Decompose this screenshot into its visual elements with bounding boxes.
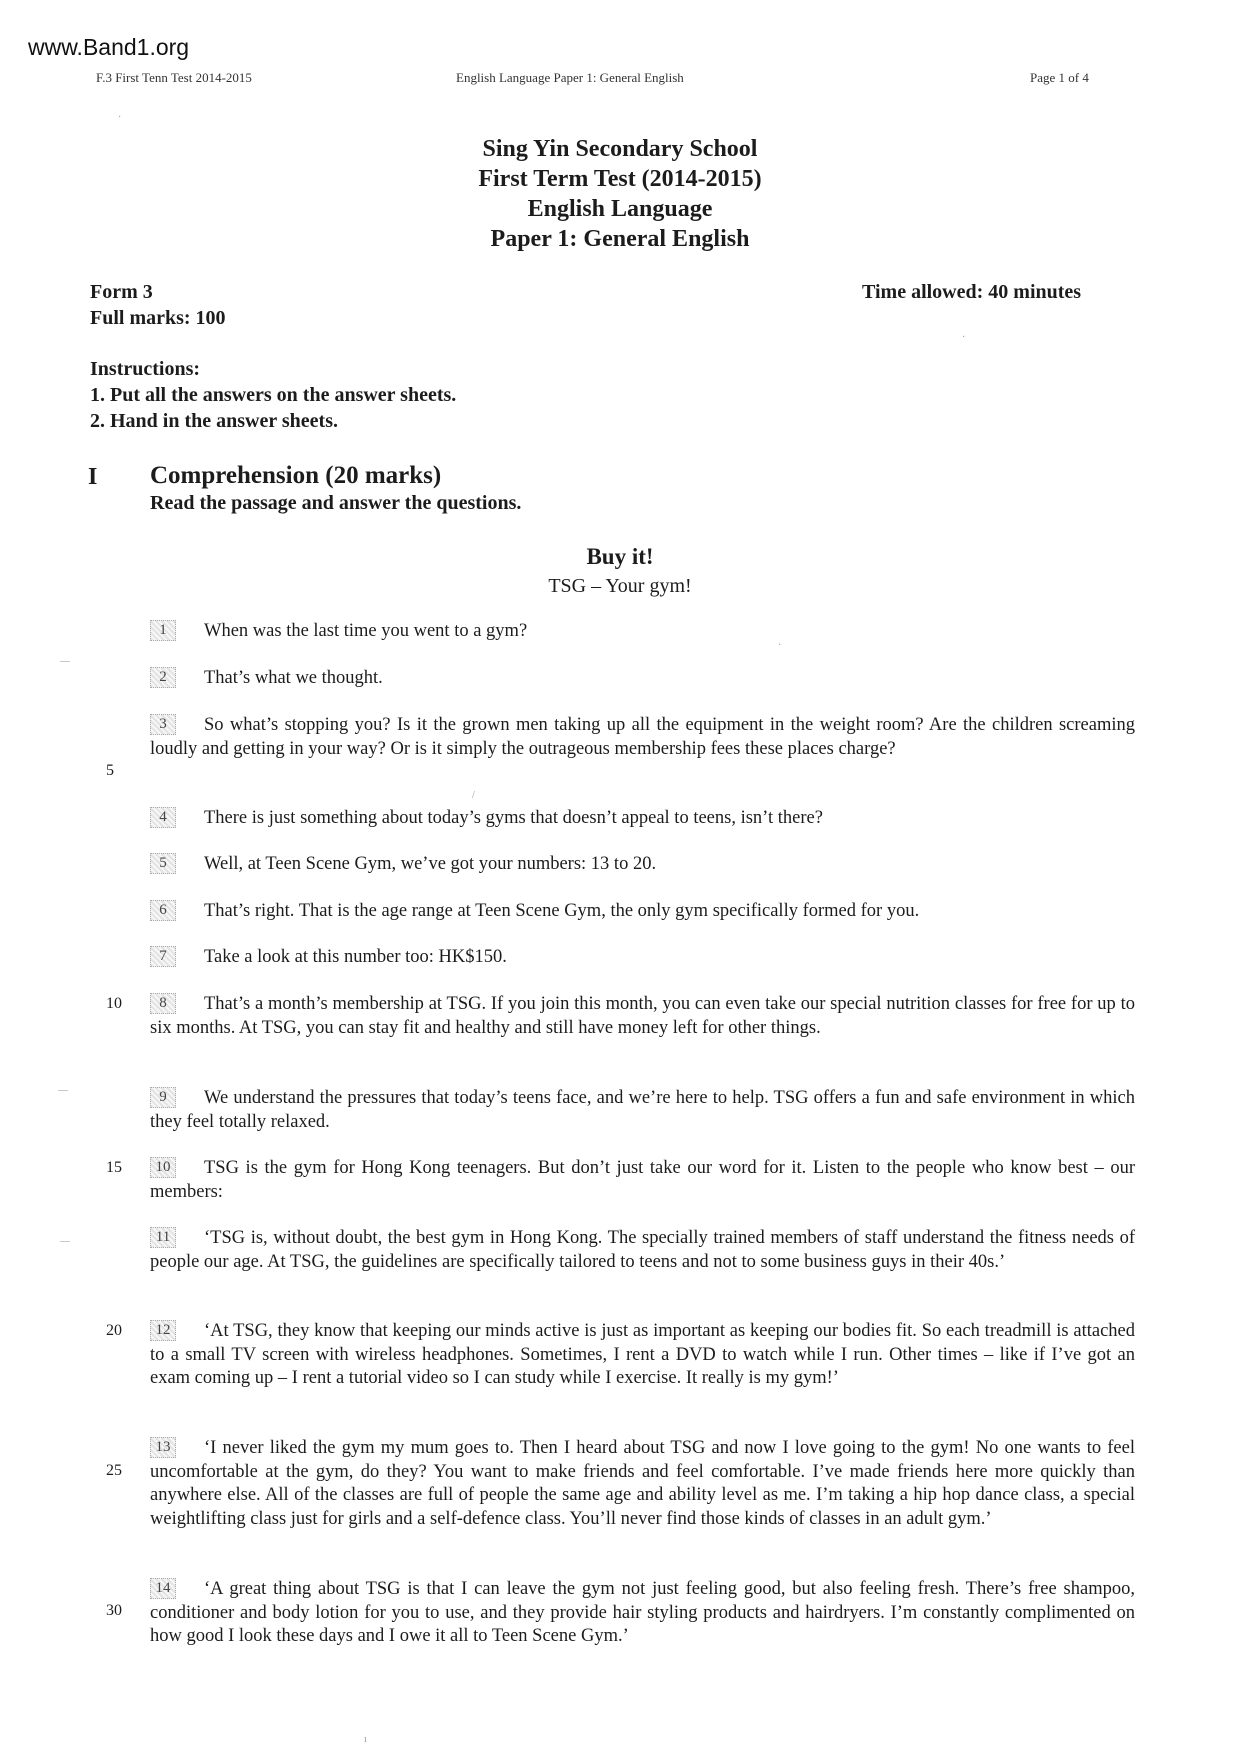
paragraph-number: 6 <box>150 900 176 921</box>
paragraph-text: ‘TSG is, without doubt, the best gym in Hong Kong. The specially trained members of staff understand the fitness needs of people our age. At TSG, the guidelines are specifically tailored to teens and not to some business guys in their 40s.’ <box>150 1228 1135 1272</box>
subject-name: English Language <box>527 196 713 222</box>
line-number: 10 <box>106 995 122 1012</box>
line-number: 5 <box>106 762 114 779</box>
test-name: First Term Test (2014-2015) <box>478 166 762 192</box>
paragraph <box>150 993 1135 1040</box>
paragraph <box>150 1578 1135 1649</box>
passage-title: Buy it! <box>586 544 654 569</box>
paragraph-number: 14 <box>150 1578 176 1599</box>
time-allowed: Time allowed: 40 minutes <box>862 281 1082 303</box>
paragraph <box>150 1320 1135 1391</box>
scan-speck: · <box>118 112 122 123</box>
paragraph-text: Well, at Teen Scene Gym, we’ve got your numbers: 13 to 20. <box>204 854 657 874</box>
section-instruction: Read the passage and answer the questions. <box>150 492 522 514</box>
paragraph-text: There is just something about today’s gyms that doesn’t appeal to teens, isn’t there? <box>204 808 823 828</box>
paragraph-number: 12 <box>150 1320 176 1341</box>
title-block <box>0 134 1240 254</box>
section-title: Comprehension (20 marks) <box>150 462 442 489</box>
passage-subtitle: TSG – Your gym! <box>548 575 692 597</box>
paragraph-number: 11 <box>150 1227 176 1248</box>
paragraph <box>150 807 1135 831</box>
paragraph <box>150 1087 1135 1134</box>
header-page-number: Page 1 of 4 <box>1030 70 1089 85</box>
paragraph <box>150 1157 1135 1204</box>
line-number: 30 <box>106 1602 122 1619</box>
line-number: 15 <box>106 1159 122 1176</box>
paragraph-number: 10 <box>150 1157 176 1178</box>
full-marks: Full marks: 100 <box>90 307 226 329</box>
paragraph <box>150 667 1135 691</box>
paragraph-text: ‘A great thing about TSG is that I can leave the gym not just feeling good, but also feeling fresh. There’s free shampoo, conditioner and body lotion for you to use, and they provide hair styling products and hairdryers. I’m constantly complimented on how good I look these days and I owe it all to Teen Scene Gym.’ <box>150 1579 1135 1646</box>
paragraph-number: 9 <box>150 1087 176 1108</box>
paragraph <box>150 714 1135 761</box>
paragraph-number: 2 <box>150 667 176 688</box>
paragraph-text: So what’s stopping you? Is it the grown men taking up all the equipment in the weight room? Are the children screaming loudly and getting in your way? Or is it simply the outrageous membership fees these places charge? <box>150 715 1135 759</box>
instructions-title: Instructions: <box>90 358 201 380</box>
scan-speck: ı <box>364 1734 367 1745</box>
scan-speck: / <box>472 790 475 801</box>
paragraph-text: That’s a month’s membership at TSG. If you join this month, you can even take our special nutrition classes for free for up to six months. At TSG, you can stay fit and healthy and still have money left for other things. <box>150 994 1135 1038</box>
paragraph-text: That’s right. That is the age range at Teen Scene Gym, the only gym specifically formed for you. <box>204 901 920 921</box>
paragraph-number: 13 <box>150 1437 176 1458</box>
paper-name: Paper 1: General English <box>490 226 750 252</box>
scan-speck: · <box>778 640 782 651</box>
paragraph-text: We understand the pressures that today’s teens face, and we’re here to help. TSG offers a fun and safe environment in which they feel totally relaxed. <box>150 1088 1135 1132</box>
paragraph <box>150 853 1135 877</box>
scan-dash: — <box>60 1236 70 1247</box>
scan-dash: — <box>60 656 70 667</box>
paragraph <box>150 1227 1135 1274</box>
line-number: 25 <box>106 1462 122 1479</box>
paragraph <box>150 1437 1135 1531</box>
scan-dash: — <box>58 1085 68 1096</box>
paragraph-number: 3 <box>150 714 176 735</box>
paragraph <box>150 946 1135 970</box>
paragraph-number: 4 <box>150 807 176 828</box>
paragraph-text: That’s what we thought. <box>204 668 383 688</box>
paragraph <box>150 900 1135 924</box>
form-level: Form 3 <box>90 281 153 303</box>
paragraph <box>150 620 1135 644</box>
paragraph-number: 7 <box>150 946 176 967</box>
paragraph-text: Take a look at this number too: HK$150. <box>204 947 507 967</box>
line-number: 20 <box>106 1322 122 1339</box>
section-number: I <box>88 464 98 490</box>
paragraph-text: When was the last time you went to a gym? <box>204 621 528 641</box>
paragraph-number: 5 <box>150 853 176 874</box>
instruction-item: 2. Hand in the answer sheets. <box>90 410 338 432</box>
paragraph-text: ‘I never liked the gym my mum goes to. Then I heard about TSG and now I love going to the gym! No one wants to feel uncomfortable at the gym, do they? You want to make friends and feel comfortable. I’ve made friends here more quickly than anywhere else. All of the classes are full of people the same age and ability level as me. I’m taking a hip hop dance class, a special weightlifting class just for girls and a self-defence class. You’ll never find those kinds of classes in an adult gym.’ <box>150 1438 1135 1529</box>
watermark: www.Band1.org <box>28 34 190 60</box>
header-paper-name: English Language Paper 1: General English <box>456 70 684 85</box>
paragraph-number: 8 <box>150 993 176 1014</box>
scan-speck: · <box>962 332 966 343</box>
paragraph-text: ‘At TSG, they know that keeping our minds active is just as important as keeping our bodies fit. So each treadmill is attached to a small TV screen with wireless headphones. Sometimes, I rent a DVD to watch while I run. Other times – like if I’ve got an exam coming up – I rent a tutorial video so I can study while I exercise. It really is my gym!’ <box>150 1321 1135 1388</box>
paragraph-text: TSG is the gym for Hong Kong teenagers. But don’t just take our word for it. Listen to the people who know best – our members: <box>150 1158 1135 1202</box>
paragraph-number: 1 <box>150 620 176 641</box>
school-name: Sing Yin Secondary School <box>482 136 758 162</box>
header-test-name: F.3 First Tenn Test 2014-2015 <box>96 70 252 85</box>
instruction-item: 1. Put all the answers on the answer sheets. <box>90 384 457 406</box>
